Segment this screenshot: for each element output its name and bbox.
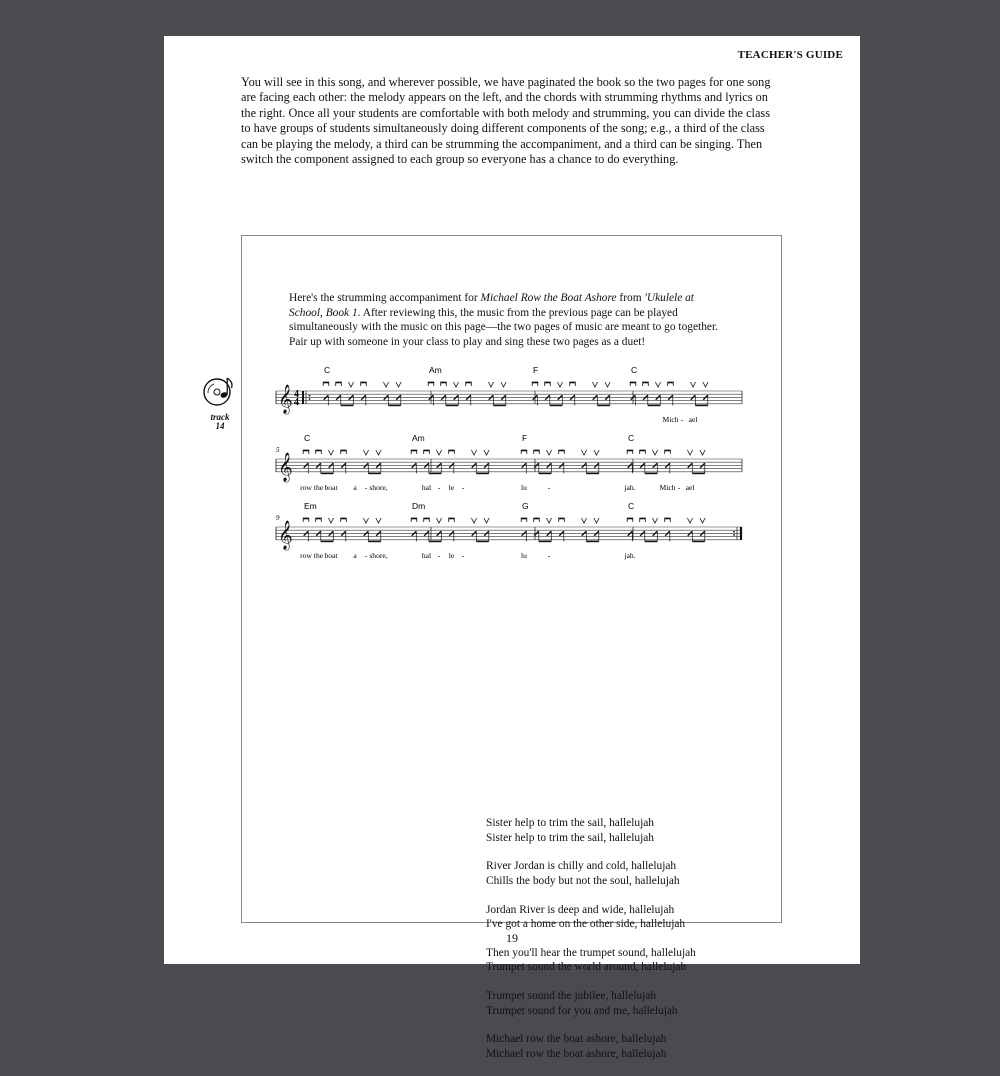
up-strum-icon xyxy=(348,382,353,387)
chord-name: Em xyxy=(304,501,317,511)
down-strum-icon-bar xyxy=(336,382,342,383)
repeat-dot xyxy=(309,398,311,400)
up-strum-icon xyxy=(700,450,705,455)
verse-line: Trumpet sound for you and me, hallelujah xyxy=(486,1004,678,1017)
lyric-syllable: jah. xyxy=(624,550,636,560)
lyric-syllable: row xyxy=(300,550,312,560)
repeat-dot xyxy=(733,531,735,533)
down-strum-icon-bar xyxy=(570,382,576,383)
up-strum-icon xyxy=(471,450,476,455)
down-strum-icon-bar xyxy=(316,518,322,519)
lyric-syllable: - xyxy=(547,482,551,492)
down-strum-icon-bar xyxy=(323,382,329,383)
treble-clef: 𝄞 xyxy=(278,451,293,481)
up-strum-icon xyxy=(581,450,586,455)
down-strum-icon-bar xyxy=(521,450,527,451)
verse xyxy=(486,816,696,845)
down-strum-icon-bar xyxy=(521,518,527,519)
up-strum-icon xyxy=(436,518,441,523)
lyric-syllable: boat xyxy=(324,550,338,560)
up-strum-icon xyxy=(581,518,586,523)
lyric-syllable: - xyxy=(680,414,684,424)
up-strum-icon xyxy=(690,382,695,387)
book-page xyxy=(164,36,860,1060)
down-strum-icon-bar xyxy=(449,450,455,451)
lyric-syllable: Mich xyxy=(662,414,679,424)
lyric-syllable: Mich xyxy=(659,482,676,492)
time-sig-bottom: 4 xyxy=(294,396,299,408)
lyric-syllable: a xyxy=(353,550,357,560)
chord-name: C xyxy=(628,433,635,443)
up-strum-icon xyxy=(453,382,458,387)
down-strum-icon-bar xyxy=(627,450,633,451)
up-strum-icon xyxy=(703,382,708,387)
down-strum-icon-bar xyxy=(361,382,367,383)
time-sig-top: 4 xyxy=(294,388,299,400)
down-strum-icon-bar xyxy=(441,382,447,383)
chord-name: C xyxy=(304,433,311,443)
up-strum-icon xyxy=(592,382,597,387)
down-strum-icon-bar xyxy=(640,450,646,451)
lyric-syllable: jah. xyxy=(624,482,636,492)
down-strum-icon-bar xyxy=(424,450,430,451)
lyric-syllable: the xyxy=(313,550,324,560)
down-strum-icon-bar xyxy=(665,518,671,519)
audio-track-marker xyxy=(202,374,238,431)
page-number: 19 xyxy=(506,931,518,945)
verse-line: Michael row the boat ashore, hallelujah xyxy=(486,1033,667,1046)
chord-name: Am xyxy=(412,433,425,443)
lyric-syllable: - xyxy=(677,482,681,492)
up-strum-icon xyxy=(687,450,692,455)
down-strum-icon-bar xyxy=(303,450,309,451)
up-strum-icon xyxy=(376,450,381,455)
song-title: Michael Row the Boat Ashore xyxy=(480,292,617,304)
verse-line: Michael row the boat ashore, hallelujah xyxy=(486,1047,667,1060)
chord-name: F xyxy=(522,433,528,443)
verse-line: Sister help to trim the sail, hallelujah xyxy=(486,831,654,844)
lyric-syllable: ael xyxy=(685,482,695,492)
chord-name: F xyxy=(533,365,539,375)
down-strum-icon-bar xyxy=(316,450,322,451)
down-strum-icon-bar xyxy=(466,382,472,383)
up-strum-icon xyxy=(488,382,493,387)
track-number: 14 xyxy=(215,421,225,431)
chord-name: C xyxy=(324,365,331,375)
up-strum-icon xyxy=(546,518,551,523)
lyric-syllable: le xyxy=(448,482,455,492)
up-strum-icon xyxy=(501,382,506,387)
up-strum-icon xyxy=(594,518,599,523)
treble-clef: 𝄞 xyxy=(278,519,293,549)
repeat-dot xyxy=(733,534,735,536)
verse xyxy=(486,1032,696,1061)
down-strum-icon-bar xyxy=(424,518,430,519)
lyric-syllable: shore, xyxy=(369,482,388,492)
down-strum-icon-bar xyxy=(411,518,417,519)
up-strum-icon xyxy=(328,518,333,523)
up-strum-icon xyxy=(546,450,551,455)
verse xyxy=(486,859,696,888)
lyric-syllable: a xyxy=(353,482,357,492)
verse-line: I've got a home on the other side, hallelujah xyxy=(486,918,686,931)
lyric-syllable: shore, xyxy=(369,550,388,560)
intro-mid: from xyxy=(616,292,645,304)
down-strum-icon-bar xyxy=(627,518,633,519)
up-strum-icon xyxy=(363,518,368,523)
down-strum-icon-bar xyxy=(428,382,434,383)
lyric-syllable: hal xyxy=(421,482,432,492)
up-strum-icon xyxy=(383,382,388,387)
lyric-syllable: - xyxy=(364,550,368,560)
verse-line: Jordan River is deep and wide, hallelujah xyxy=(486,903,675,916)
lyric-syllable: lu xyxy=(521,482,527,492)
verse-line: Then you'll hear the trumpet sound, hallelujah xyxy=(486,946,696,959)
down-strum-icon-bar xyxy=(559,450,565,451)
chord-name: Am xyxy=(429,365,442,375)
down-strum-icon-bar xyxy=(545,382,551,383)
up-strum-icon xyxy=(655,382,660,387)
chord-name: C xyxy=(628,501,635,511)
up-strum-icon xyxy=(376,518,381,523)
verse-line: Chills the body but not the soul, hallelujah xyxy=(486,874,680,887)
lyric-syllable: row xyxy=(300,482,312,492)
up-strum-icon xyxy=(605,382,610,387)
verse xyxy=(486,989,696,1018)
up-strum-icon xyxy=(484,450,489,455)
up-strum-icon xyxy=(363,450,368,455)
up-strum-icon xyxy=(652,450,657,455)
down-strum-icon-bar xyxy=(559,518,565,519)
verse-line: Sister help to trim the sail, hallelujah xyxy=(486,817,654,829)
lyric-syllable: lu xyxy=(521,550,527,560)
down-strum-icon-bar xyxy=(534,518,540,519)
repeat-dot xyxy=(309,395,311,397)
lyric-syllable: boat xyxy=(324,482,338,492)
cd-music-icon xyxy=(202,374,238,408)
lyric-syllable: ael xyxy=(688,414,698,424)
up-strum-icon xyxy=(557,382,562,387)
lyric-syllable: le xyxy=(448,550,455,560)
down-strum-icon-bar xyxy=(640,518,646,519)
lyric-syllable: hal xyxy=(421,550,432,560)
down-strum-icon-bar xyxy=(534,450,540,451)
intro-pre: Here's the strumming accompaniment for xyxy=(289,292,481,304)
verse-line: River Jordan is chilly and cold, hallelujah xyxy=(486,860,677,873)
verse-line: Trumpet sound the world around, hallelujah xyxy=(486,961,687,974)
track-label: track xyxy=(210,412,230,422)
up-strum-icon xyxy=(700,518,705,523)
down-strum-icon-bar xyxy=(630,382,636,383)
book-title: 'Ukulele at School, Book 1 xyxy=(289,292,694,319)
verse xyxy=(486,903,696,932)
up-strum-icon xyxy=(328,450,333,455)
lyric-syllable: - xyxy=(461,550,465,560)
down-strum-icon-bar xyxy=(449,518,455,519)
up-strum-icon xyxy=(396,382,401,387)
lyric-syllable: the xyxy=(313,482,324,492)
lyric-syllable: - xyxy=(461,482,465,492)
down-strum-icon-bar xyxy=(668,382,674,383)
down-strum-icon-bar xyxy=(532,382,538,383)
down-strum-icon-bar xyxy=(665,450,671,451)
verse-line: Trumpet sound the jubilee, hallelujah xyxy=(486,990,657,1003)
running-header: TEACHER'S GUIDE xyxy=(737,49,843,61)
down-strum-icon-bar xyxy=(303,518,309,519)
lyric-syllable: - xyxy=(547,550,551,560)
chord-name: C xyxy=(631,365,638,375)
up-strum-icon xyxy=(471,518,476,523)
chord-name: G xyxy=(522,501,529,511)
lyric-syllable: - xyxy=(437,482,441,492)
treble-clef: 𝄞 xyxy=(278,383,293,413)
measure-number: 5 xyxy=(276,446,280,454)
down-strum-icon-bar xyxy=(643,382,649,383)
chord-name: Dm xyxy=(412,501,426,511)
lyric-syllable: - xyxy=(364,482,368,492)
up-strum-icon xyxy=(484,518,489,523)
up-strum-icon xyxy=(436,450,441,455)
down-strum-icon-bar xyxy=(341,518,347,519)
down-strum-icon-bar xyxy=(411,450,417,451)
down-strum-icon-bar xyxy=(341,450,347,451)
up-strum-icon xyxy=(687,518,692,523)
intro-paragraph: You will see in this song, and wherever possible, we have paginated the book so the two pages for one song are facing each other: the melody appears on the left, and the chords with strumming rhythms and lyrics on the right. Once all your students are comfortable with both melody and strumming, you can divide the class to have groups of students simultaneously doing different components of the song; e.g., a third of the class can be playing the melody, a third can be strumming the accompaniment, and a third can be singing. Then switch the component assigned to each group so everyone has a chance to do everything. xyxy=(241,75,771,167)
up-strum-icon xyxy=(594,450,599,455)
up-strum-icon xyxy=(652,518,657,523)
intro-post: . After reviewing this, the music from the previous page can be played simultaneously with the music on this page—the two pages of music are meant to go together. Pair up with someone in your class to play and sing these two pages as a duet! xyxy=(289,306,718,348)
measure-number: 9 xyxy=(276,514,280,522)
verse xyxy=(486,946,696,975)
lyric-syllable: - xyxy=(437,550,441,560)
